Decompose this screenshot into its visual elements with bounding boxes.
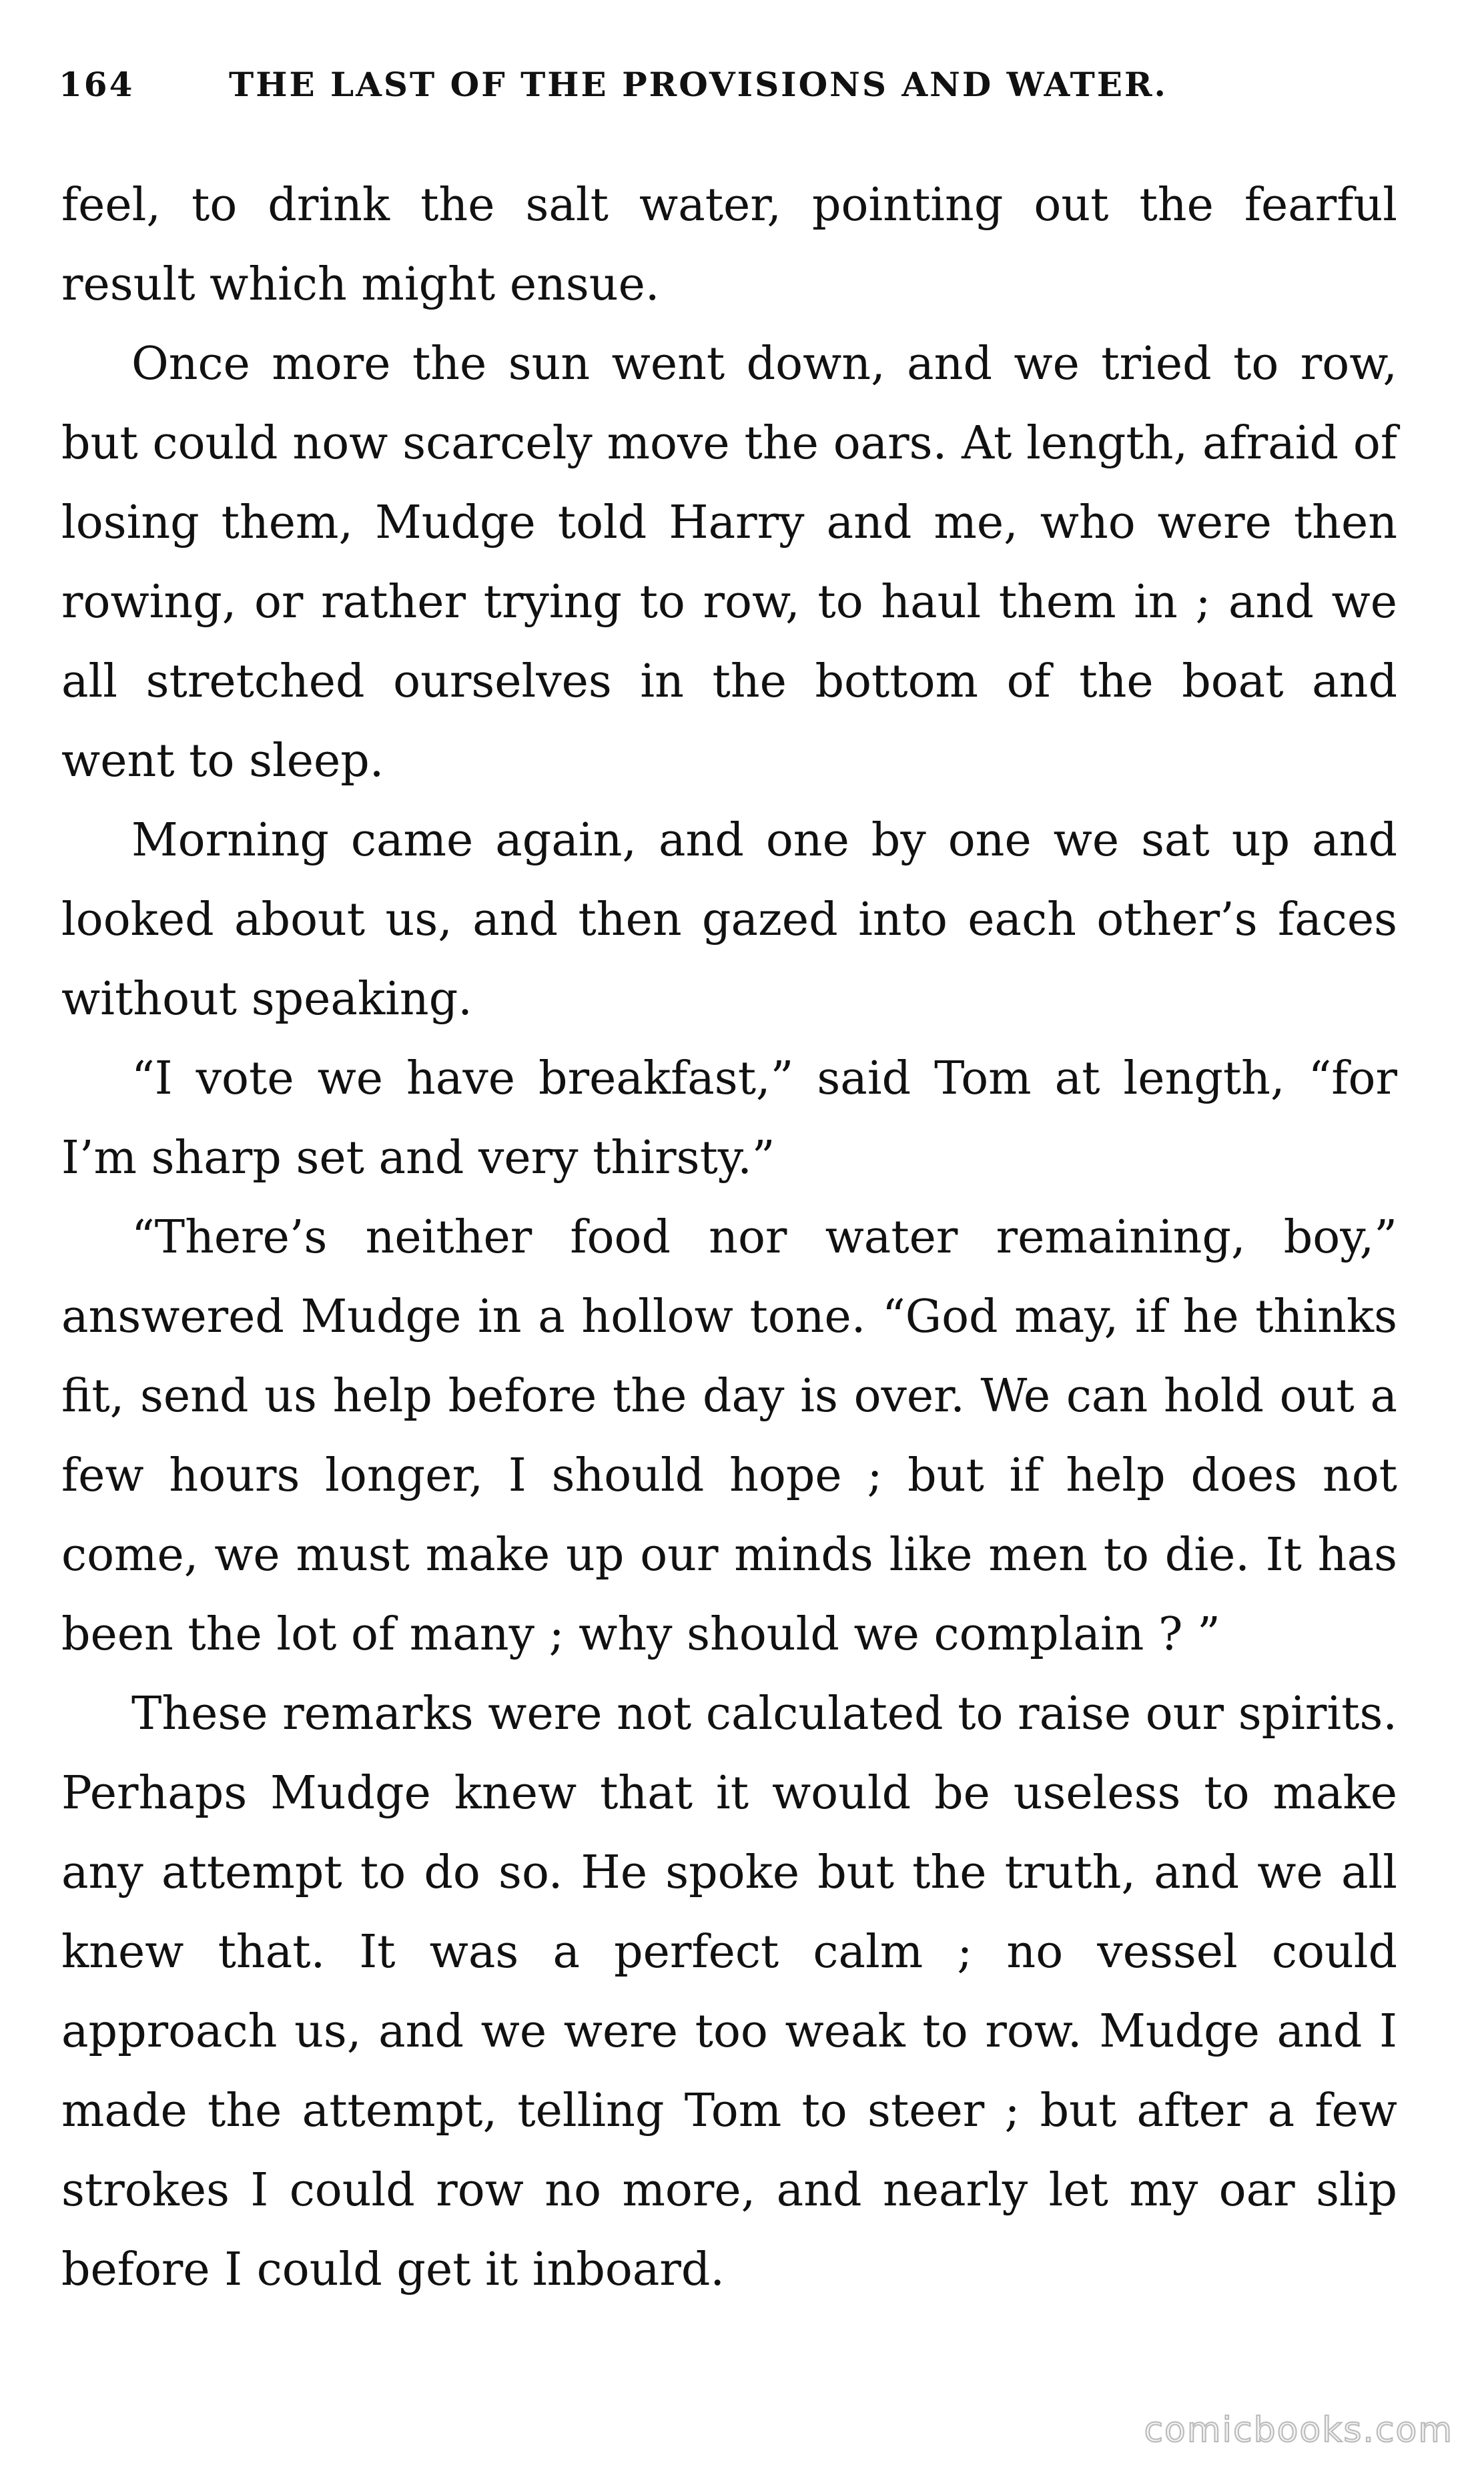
watermark: comicbooks.com: [1144, 2410, 1453, 2450]
paragraph: “I vote we have breakfast,” said Tom at length, “for I’m sharp set and very thirsty.”: [61, 1052, 1397, 1184]
paragraph: These remarks were not calculated to raise our spirits. Perhaps Mudge knew that it would be useless to make any attempt to do so. He spoke but the truth, and we all knew that. It was a perfect calm ; no vessel could approach us, and we were too weak to row. Mudge and I made the attempt, telling Tom to steer ; but after a few strokes I could row no more, and nearly let my oar slip before I could get it inboard.: [61, 1688, 1397, 2296]
paragraph: Once more the sun went down, and we tried to row, but could now scarcely move the oars. At length, afraid of losing them, Mudge told Harry and me, who were then rowing, or rather trying to row, to haul them in ; and we all stretched ourselves in the bottom of the boat and went to sleep.: [61, 338, 1397, 787]
paragraph: “There’s neither food nor water remaining, boy,” answered Mudge in a hollow tone. “God may, if he thinks fit, send us help before the day is over. We can hold out a few hours longer, I should hope ; but if help does not come, we must make up our minds like men to die. It has been the lot of many ; why should we complain ? ”: [61, 1211, 1397, 1661]
paragraph-continued: feel, to drink the salt water, pointing out the fearful result which might ensue.: [61, 179, 1397, 311]
body-text: [61, 165, 1397, 2309]
running-head: THE LAST OF THE PROVISIONS AND WATER.: [229, 65, 1168, 104]
page-header: [59, 61, 1420, 108]
page-number: 164: [59, 65, 135, 104]
paragraph: Morning came again, and one by one we sat up and looked about us, and then gazed into each other’s faces without speaking.: [61, 814, 1397, 1026]
